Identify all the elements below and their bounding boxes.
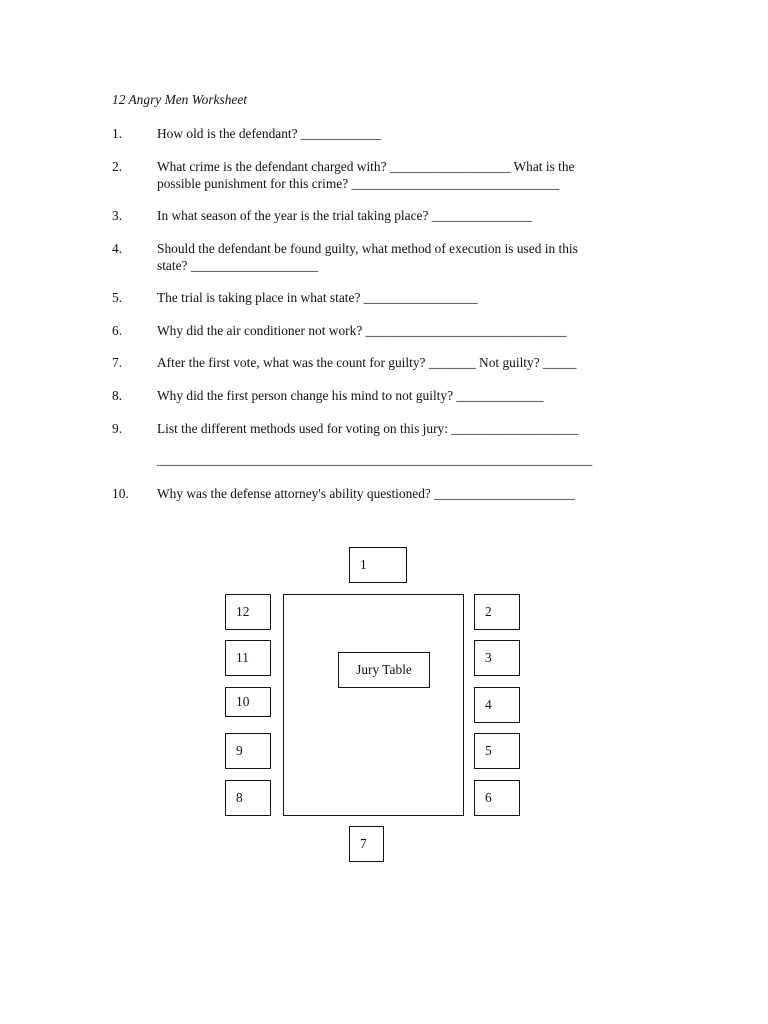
seat-number: 3 [485,650,492,665]
question-number: 1. [112,126,123,141]
question-number: 8. [112,388,123,403]
seat-number: 2 [485,604,492,619]
seat-8 [225,780,271,816]
seat-number: 1 [360,557,367,572]
seat-9 [225,733,271,769]
seat-4 [474,687,520,723]
seat-6 [474,780,520,816]
seat-1 [349,547,407,583]
seat-5 [474,733,520,769]
question-9 [112,421,632,468]
question-2 [112,159,632,192]
question-8 [112,388,632,405]
question-6 [112,323,632,340]
question-7 [112,355,632,372]
seat-number: 5 [485,743,492,758]
question-number: 6. [112,323,123,338]
seat-11 [225,640,271,676]
question-3 [112,208,632,225]
jury-table-label: Jury Table [338,652,430,688]
seat-3 [474,640,520,676]
question-number: 7. [112,355,123,370]
question-number: 10. [112,486,129,501]
question-text: List the different methods used for voting on this jury: ___________________ [157,421,579,436]
seat-2 [474,594,520,630]
question-number: 9. [112,421,123,436]
question-text: How old is the defendant? ____________ [157,126,382,141]
seat-7 [349,826,384,862]
worksheet-title: 12 Angry Men Worksheet [112,92,247,107]
seat-number: 8 [236,790,243,805]
seat-number: 12 [236,604,250,619]
question-number: 5. [112,290,123,305]
question-text: Why did the first person change his mind to not guilty? _____________ [157,388,544,403]
seat-number: 11 [236,650,249,665]
question-number: 3. [112,208,123,223]
question-text: After the first vote, what was the count for guilty? _______ Not guilty? _____ [157,355,577,370]
question-text: In what season of the year is the trial taking place? _______________ [157,208,533,223]
question-5 [112,290,632,307]
question-10 [112,486,632,503]
question-text: What crime is the defendant charged with? __________________ What is the possible punishment for this crime? _______________________________ [157,159,575,191]
seat-10 [225,687,271,717]
seat-number: 9 [236,743,243,758]
seat-number: 4 [485,697,492,712]
question-text: Should the defendant be found guilty, what method of execution is used in this state? ___________________ [157,241,578,273]
question-4 [112,241,632,274]
question-text: The trial is taking place in what state? _________________ [157,290,478,305]
question-number: 4. [112,241,123,256]
question-text: Why did the air conditioner not work? ______________________________ [157,323,567,338]
question-number: 2. [112,159,123,174]
seat-number: 7 [360,836,367,851]
seat-12 [225,594,271,630]
question-1 [112,126,632,143]
answer-line: _________________________________________________________________ [157,451,593,467]
seat-number: 6 [485,790,492,805]
question-text: Why was the defense attorney's ability questioned? _____________________ [157,486,575,501]
seat-number: 10 [236,694,250,709]
jury-table [283,594,464,816]
